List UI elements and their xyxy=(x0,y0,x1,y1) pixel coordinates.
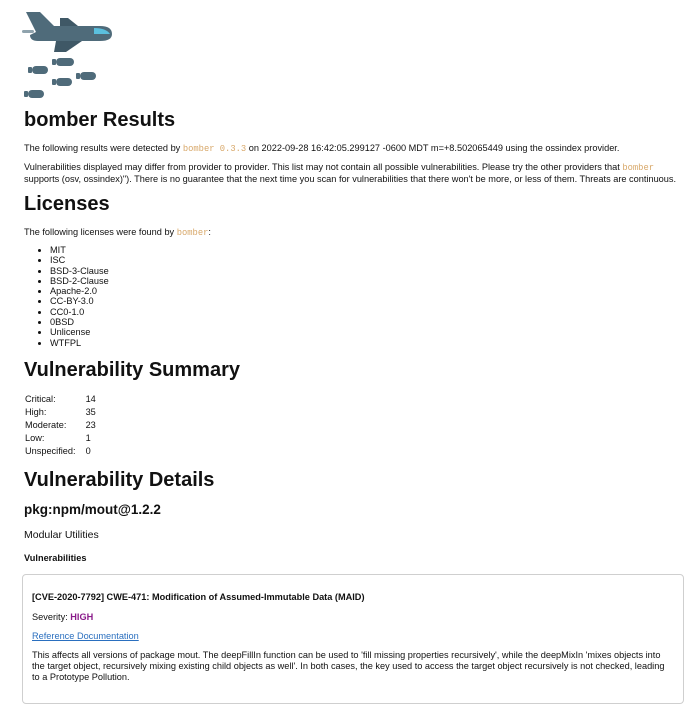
severity-badge: HIGH xyxy=(70,612,94,622)
summary-heading: Vulnerability Summary xyxy=(24,359,240,381)
summary-value: 0 xyxy=(85,446,91,456)
license-item: • Unlicense xyxy=(50,327,109,337)
summary-label: Low: xyxy=(25,433,45,444)
reference-documentation-link[interactable]: Reference Documentation xyxy=(32,631,139,641)
summary-label: High: xyxy=(25,407,47,418)
bomber-plane-logo-icon xyxy=(20,8,120,104)
license-item: • 0BSD xyxy=(50,317,109,327)
vulnerability-card xyxy=(22,574,684,704)
licenses-list xyxy=(24,245,109,348)
table-row xyxy=(24,406,98,419)
bomb-icon xyxy=(24,58,96,98)
summary-value: 35 xyxy=(85,407,96,418)
license-item: • Apache-2.0 xyxy=(50,286,109,296)
license-item: • WTFPL xyxy=(50,338,109,348)
license-item: • CC0-1.0 xyxy=(50,307,109,317)
summary-label: Unspecified: xyxy=(25,446,76,456)
table-row xyxy=(24,445,98,458)
tool-version-code: bomber 0.3.3 xyxy=(182,144,247,154)
license-item: • CC-BY-3.0 xyxy=(50,296,109,306)
summary-value: 23 xyxy=(85,420,96,431)
license-item: • BSD-3-Clause xyxy=(50,266,109,276)
license-item: • BSD-2-Clause xyxy=(50,276,109,286)
package-description: Modular Utilities xyxy=(24,529,99,541)
license-item: • MIT xyxy=(50,245,109,255)
vulnerabilities-heading: Vulnerabilities xyxy=(24,553,87,563)
summary-value: 1 xyxy=(85,433,91,444)
page-title: bomber Results xyxy=(24,109,176,131)
table-row xyxy=(24,393,98,406)
details-heading: Vulnerability Details xyxy=(24,469,215,491)
summary-label: Critical: xyxy=(25,394,56,405)
severity-line: Severity: HIGH xyxy=(32,612,94,622)
licenses-heading: Licenses xyxy=(24,193,110,215)
vulnerability-title: [CVE-2020-7792] CWE-471: Modification of Assumed-Immutable Data (MAID) xyxy=(32,592,365,602)
table-row xyxy=(24,432,98,445)
summary-value: 14 xyxy=(85,394,96,405)
vulnerability-description: This affects all versions of package mout. The deepFillIn function can be used to 'fill missing properties recursively', while the deepMixIn 'mixes objects into the target object, recursively mixing existing child objects as well'. In both cases, the key used to access the target object recursively is not checked, leading to a Prototype Pollution. xyxy=(32,650,665,682)
summary-label: Moderate: xyxy=(25,420,67,431)
disclaimer-text: Vulnerabilities displayed may differ from provider to provider. This list may not contain all possible vulnerabilities. Please try the other providers that bomber supports (osv, ossindex)"). There is no guarantee that the next time you scan for vulnerabilities that there won't be more, or less of them. Threats are continuous. xyxy=(24,162,677,184)
tool-name-code: bomber xyxy=(176,228,209,238)
package-name: pkg:npm/mout@1.2.2 xyxy=(24,502,161,517)
tool-name-code: bomber xyxy=(622,163,655,173)
licenses-intro: The following licenses were found by bomber: xyxy=(24,227,211,238)
plane-icon xyxy=(22,12,112,52)
intro-text: The following results were detected by bomber 0.3.3 on 2022-09-28 16:42:05.299127 -0600 MDT m=+8.502065449 using the ossindex provider. xyxy=(24,143,620,154)
summary-table xyxy=(24,393,98,457)
table-row xyxy=(24,419,98,432)
license-item: • ISC xyxy=(50,255,109,265)
